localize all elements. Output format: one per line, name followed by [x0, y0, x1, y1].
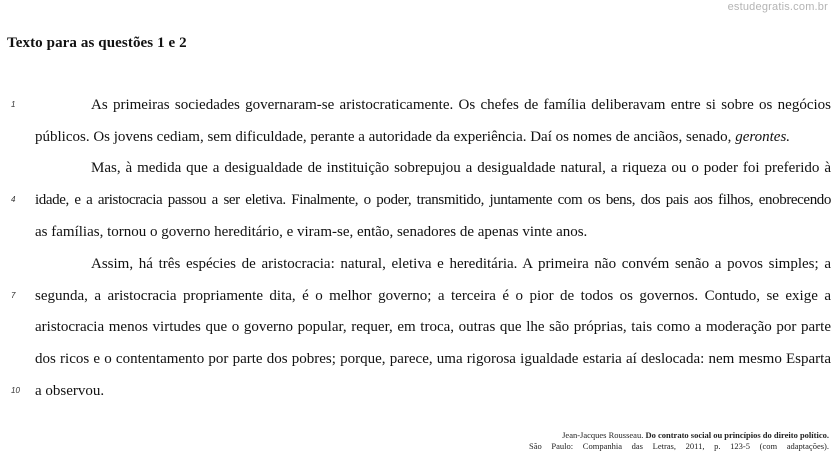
- line-number: 7: [11, 291, 16, 300]
- text-line: segunda, a aristocracia propriamente dita, é o melhor governo; a terceira é o pior de todos os governos. Contudo, se exige a: [35, 288, 831, 304]
- citation-publication: São Paulo: Companhia das Letras, 2011, p. 123-5 (com adaptações).: [529, 441, 829, 451]
- citation-author: Jean-Jacques Rousseau.: [562, 430, 644, 440]
- text-line: idade, e a aristocracia passou a ser eletiva. Finalmente, o poder, transmitido, juntamente com os bens, dos pais aos filhos, enobrecendo: [35, 192, 831, 208]
- text-line: [35, 127, 831, 147]
- source-citation: [529, 430, 829, 452]
- text-line-content: públicos. Os jovens cediam, sem dificuldade, perante a autoridade da experiência. Daí os nomes de anciãos, senado,: [35, 129, 732, 145]
- text-line: Assim, há três espécies de aristocracia: natural, eletiva e hereditária. A primeira não convém senão a povos simples; a: [91, 256, 831, 272]
- italic-term: gerontes.: [735, 129, 791, 145]
- text-line: a observou.: [35, 383, 105, 399]
- text-line: Mas, à medida que a desigualdade de instituição sobrepujou a desigualdade natural, a riqueza ou o poder foi preferido à: [91, 160, 831, 176]
- citation-title: Do contrato social ou princípios do direito político.: [645, 430, 829, 440]
- watermark-text: estudegratis.com.br: [727, 1, 828, 13]
- text-line: dos ricos e o contentamento por parte dos pobres; porque, parece, uma rigorosa igualdade estaria aí deslocada: nem mesmo Esparta: [35, 351, 831, 367]
- line-number: 1: [11, 100, 16, 109]
- text-line: as famílias, tornou o governo hereditário, e viram-se, então, senadores de apenas vinte anos.: [35, 224, 588, 240]
- citation-line: [529, 430, 829, 441]
- text-line: As primeiras sociedades governaram-se aristocraticamente. Os chefes de família deliberavam entre si sobre os negócios: [91, 97, 831, 113]
- line-number: 10: [11, 386, 20, 395]
- section-heading: Texto para as questões 1 e 2: [7, 35, 187, 51]
- line-number: 4: [11, 195, 16, 204]
- text-line: aristocracia menos virtudes que o governo popular, requer, em troca, outras que lhe são próprias, tais como a moderação por parte: [35, 319, 831, 335]
